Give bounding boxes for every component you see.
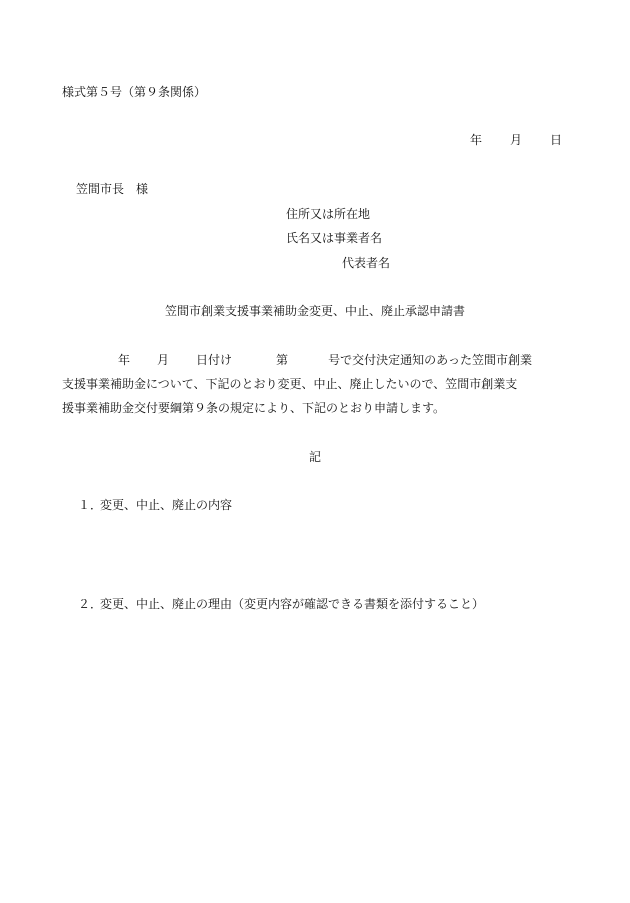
date-year-label: 年 — [470, 133, 483, 147]
body-month-label: 月 — [157, 353, 170, 367]
ki-heading: 記 — [308, 450, 321, 464]
item-2 — [78, 596, 484, 612]
name-label: 氏名又は事業者名 — [286, 231, 383, 245]
date-month-label: 月 — [510, 133, 523, 147]
form-number: 様式第５号（第９条関係） — [62, 85, 207, 99]
date-line — [470, 132, 562, 148]
representative-label: 代表者名 — [342, 256, 391, 270]
addressee: 笠間市長 様 — [76, 182, 149, 196]
document-title: 笠間市創業支援事業補助金変更、中止、廃止承認申請書 — [164, 304, 465, 318]
body-number-prefix: 第 — [276, 353, 289, 367]
item-1-label: 変更、中止、廃止の内容 — [100, 498, 233, 512]
address-label: 住所又は所在地 — [286, 207, 371, 221]
body-line-1 — [62, 352, 582, 368]
date-day-label: 日 — [550, 133, 563, 147]
item-2-number: ２． — [78, 597, 103, 611]
body-day-label: 日付け — [196, 353, 233, 367]
body-line-2: 支援事業補助金について、下記のとおり変更、中止、廃止したいので、笠間市創業支 — [62, 377, 518, 391]
body-line-1-rest: 号で交付決定通知のあった笠間市創業 — [328, 353, 532, 367]
item-1-number: １． — [78, 498, 103, 512]
item-2-label: 変更、中止、廃止の理由（変更内容が確認できる書類を添付すること） — [100, 597, 485, 611]
body-line-3: 援事業補助金交付要綱第９条の規定により、下記のとおり申請します。 — [62, 401, 446, 415]
body-year-label: 年 — [118, 353, 131, 367]
item-1 — [78, 497, 232, 513]
